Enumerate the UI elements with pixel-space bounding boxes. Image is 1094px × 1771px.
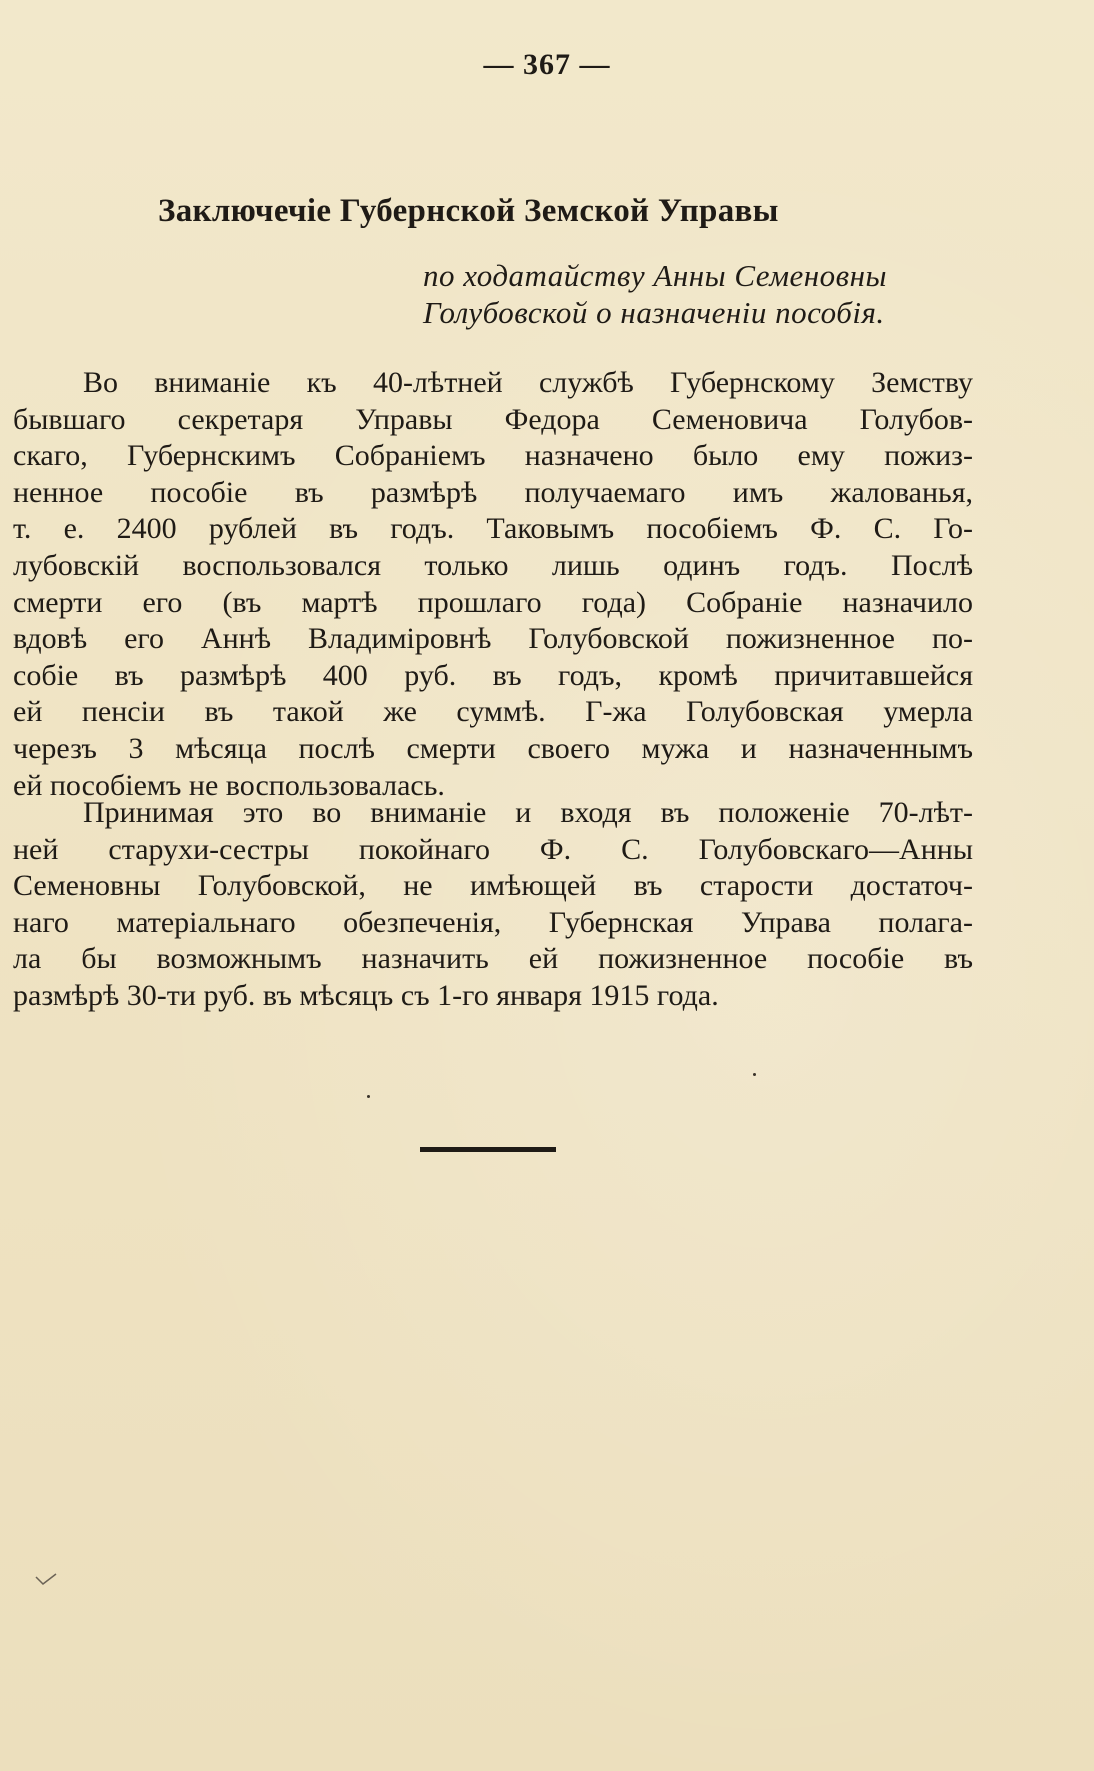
text-line: т. е. 2400 рублей въ годъ. Таковымъ пособіемъ Ф. С. Го-	[13, 512, 973, 546]
text-line: ней старухи-сестры покойнаго Ф. С. Голубовскаго—Анны	[13, 832, 973, 866]
document-title: Заключечіе Губернской Земской Управы	[158, 193, 779, 229]
text-line: черезъ 3 мѣсяца послѣ смерти своего мужа и назначеннымъ	[13, 731, 973, 765]
paragraph	[13, 365, 973, 804]
paper-speck	[367, 1095, 370, 1098]
pencil-check-mark	[35, 1572, 57, 1586]
paper-speck	[753, 1073, 756, 1076]
text-line: вдовѣ его Аннѣ Владиміровнѣ Голубовской пожизненное по-	[13, 622, 973, 656]
text-line: наго матеріальнаго обезпеченія, Губернская Управа полага-	[13, 905, 973, 939]
text-line: Семеновны Голубовской, не имѣющей въ старости достаточ-	[13, 869, 973, 903]
text-line: смерти его (въ мартѣ прошлаго года) Собраніе назначило	[13, 585, 973, 619]
text-line: ненное пособіе въ размѣрѣ получаемаго имъ жалованья,	[13, 475, 973, 509]
text-line: бывшаго секретаря Управы Федора Семеновича Голубов-	[13, 402, 973, 436]
text-line: собіе въ размѣрѣ 400 руб. въ годъ, кромѣ причитавшейся	[13, 658, 973, 692]
closing-rule	[420, 1147, 556, 1152]
text-line: ей пособіемъ не воспользовалась.	[13, 768, 445, 802]
text-line: ла бы возможнымъ назначить ей пожизненное пособіе въ	[13, 942, 973, 976]
text-line: Во вниманіе къ 40-лѣтней службѣ Губернскому Земству	[83, 366, 973, 399]
page-number: — 367 —	[483, 48, 611, 81]
text-line: Принимая это во вниманіе и входя въ положеніе 70-лѣт-	[83, 796, 973, 829]
document-subtitle-line: по ходатайству Анны Семеновны	[423, 258, 887, 293]
text-line: скаго, Губернскимъ Собраніемъ назначено было ему пожиз-	[13, 439, 973, 473]
text-line: лубовскій воспользовался только лишь одинъ годъ. Послѣ	[13, 548, 973, 582]
document-subtitle-line: Голубовской о назначенiи пособія.	[423, 295, 885, 330]
paragraph	[13, 795, 973, 1015]
text-line: размѣрѣ 30-ти руб. въ мѣсяцъ съ 1-го января 1915 года.	[13, 978, 719, 1012]
text-line: ей пенсіи въ такой же суммѣ. Г-жа Голубовская умерла	[13, 695, 973, 729]
